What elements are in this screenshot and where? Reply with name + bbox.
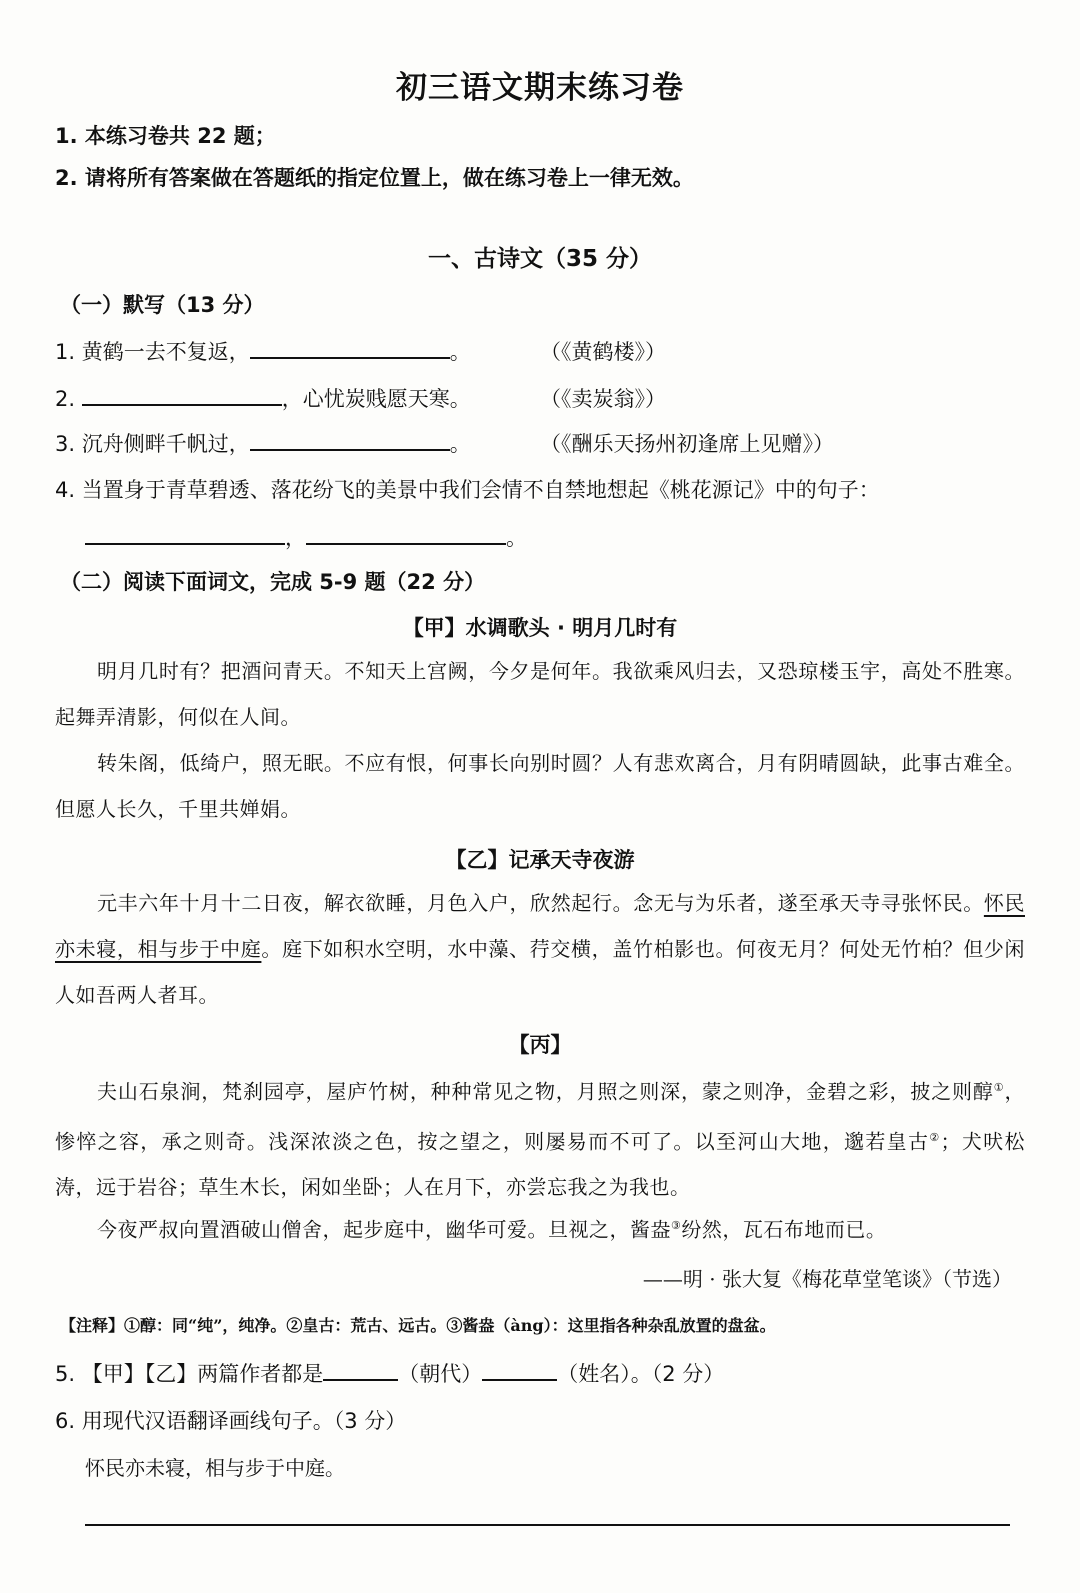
instruction-1: 1. 本练习卷共 22 题； [55, 124, 276, 148]
q3-number: 3. [55, 432, 82, 456]
q3-text: 沉舟侧畔千帆过， [81, 432, 250, 456]
jia-paragraph-2: 转朱阁，低绮户，照无眠。不应有恨，何事长向别时圆？人有悲欢离合，月有阴晴圆缺，此事古难全。但愿人长久，千里共婵娟。 [55, 751, 1025, 821]
question-1 [55, 336, 471, 366]
question-6: 6. 用现代汉语翻译画线句子。（3 分） [55, 1409, 407, 1433]
q1-text: 黄鹤一去不复返， [81, 340, 250, 364]
page-title: 初三语文期末练习卷 [396, 70, 684, 106]
footnote-marker-3: ③ [671, 1219, 682, 1232]
q1-source: （《黄鹤楼》） [540, 340, 666, 364]
yi-title: 【乙】记承天寺夜游 [445, 848, 635, 872]
bing-text-b: ，惨悴之容，承之则奇。浅深浓淡之色，按之望之，则屡易而不可了。以至河山大地，邈若皇古 [55, 1079, 1025, 1154]
yi-text-a: 元丰六年十月十二日夜，解衣欲睡，月色入户，欣然起行。念无与为乐者，遂至承天寺寻张怀民。 [97, 891, 984, 915]
answer-line[interactable] [85, 1524, 1010, 1526]
bing-p2-text-a: 今夜严叔向置酒破山僧舍，起步庭中，幽华可爱。旦视之，酱盎 [97, 1217, 671, 1242]
q6-sentence: 怀民亦未寝，相与步于中庭。 [85, 1456, 345, 1480]
q4-blank-1[interactable] [85, 523, 285, 545]
bing-author: ——明 · 张大复《梅花草堂笔谈》（节选） [642, 1267, 1012, 1291]
q1-end: 。 [449, 340, 471, 364]
bing-title: 【丙】 [508, 1033, 572, 1057]
instruction-2: 2. 请将所有答案做在答题纸的指定位置上，做在练习卷上一律无效。 [55, 166, 694, 190]
q3-end: 。 [449, 432, 471, 456]
q4-comma: ， [285, 526, 306, 550]
q5-dynasty-blank[interactable] [323, 1359, 398, 1381]
q3-source: （《酬乐天扬州初逢席上见赠》） [540, 432, 834, 456]
q5-text-b: （朝代） [398, 1362, 483, 1386]
q3-blank[interactable] [250, 429, 450, 451]
q2-blank[interactable] [82, 384, 282, 406]
q1-number: 1. [55, 340, 82, 364]
jia-paragraph-1: 明月几时有？把酒问青天。不知天上宫阙，今夕是何年。我欲乘风归去，又恐琼楼玉宇，高处不胜寒。起舞弄清影，何似在人间。 [55, 659, 1025, 729]
q4-answer-line [85, 522, 527, 552]
jia-title: 【甲】水调歌头 · 明月几时有 [402, 616, 678, 640]
q5-text-a: 5. 【甲】【乙】两篇作者都是 [55, 1362, 324, 1386]
q2-text: ，心忧炭贱愿天寒。 [281, 387, 471, 411]
question-3 [55, 428, 471, 458]
q2-number: 2. [55, 387, 82, 411]
bing-paragraph-2 [55, 1203, 1025, 1253]
bing-text-a: 夫山石泉涧，梵刹园亭，屋庐竹树，种种常见之物，月照之则深，蒙之则净，金碧之彩，披之则醇 [97, 1079, 994, 1104]
question-2 [55, 383, 471, 413]
yi-paragraph [55, 880, 1025, 1018]
part1-heading: （一）默写（13 分） [60, 293, 265, 317]
footnote-marker-2: ② [929, 1130, 941, 1144]
question-5 [55, 1358, 724, 1388]
bing-p2-text-b: 纷然，瓦石布地而已。 [681, 1217, 887, 1242]
part2-heading: （二）阅读下面词文，完成 5-9 题（22 分） [60, 570, 486, 594]
bing-text-c: ；犬吠松涛，远于岩谷；草生木长，闲如坐卧；人在月下，亦尝忘我之为我也。 [55, 1129, 1025, 1200]
q2-source: （《卖炭翁》） [540, 387, 666, 411]
q5-name-blank[interactable] [482, 1359, 557, 1381]
bing-paragraph-1 [55, 1065, 1025, 1210]
footnote-marker-1: ① [993, 1081, 1005, 1094]
annotation-note: 【注释】①醇：同“纯”，纯净。②皇古：荒古、远古。③酱盎（àng）：这里指各种杂乱放置的盘盆。 [60, 1316, 776, 1335]
question-4: 4. 当置身于青草碧透、落花纷飞的美景中我们会情不自禁地想起《桃花源记》中的句子： [55, 478, 880, 502]
yi-text-b: 。庭下如积水空明，水中藻、荇交横，盖竹柏影也。何夜无月？何处无竹柏？但少闲人如吾两人者耳。 [55, 937, 1026, 1007]
q4-end: 。 [506, 526, 527, 550]
q4-blank-2[interactable] [306, 523, 506, 545]
section-heading: 一、古诗文（35 分） [427, 246, 652, 272]
q5-text-c: （姓名）。（2 分） [557, 1362, 725, 1386]
yi-underlined-sentence: 怀民亦未寝，相与步于中庭 [55, 891, 1025, 961]
q1-blank[interactable] [250, 337, 450, 359]
